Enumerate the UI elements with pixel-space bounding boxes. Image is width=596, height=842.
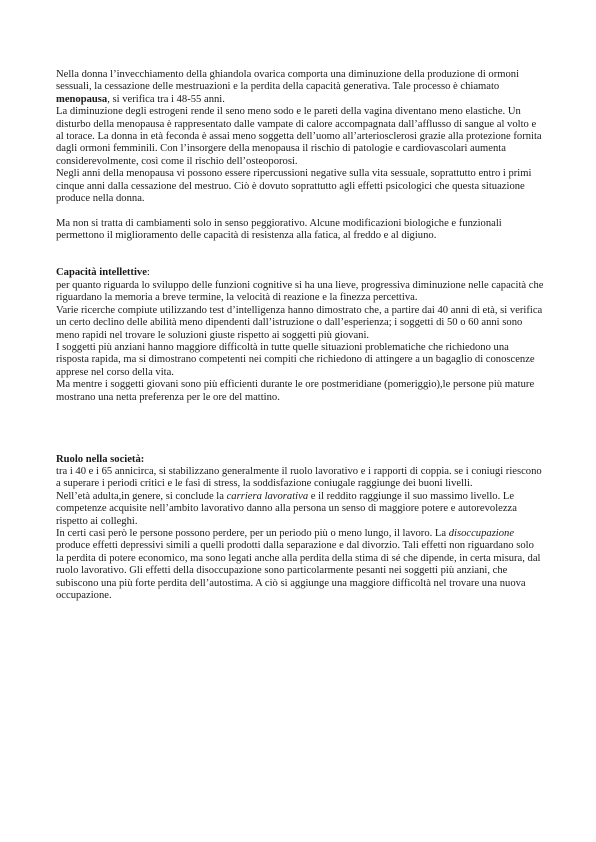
- society-heading: Ruolo nella società:: [56, 453, 145, 465]
- unemployment-paragraph: [56, 528, 544, 602]
- career-text-a: Nell’età adulta,in genere, si conclude la: [56, 490, 227, 502]
- spacer: [56, 404, 544, 454]
- menopause-term: menopausa: [56, 93, 108, 105]
- menopause-text-b: , si verifica tra i 48-55 anni.: [107, 93, 225, 105]
- older-subjects-paragraph: I soggetti più anziani hanno maggiore difficoltà in tutte quelle situazioni problematiche che richiedono una risposta rapida, ma si dimostrano competenti nei compiti che richiedono di attingere a un bagaglio di conoscenze apprese nel corso della vita.: [56, 341, 535, 378]
- unemployment-text-b: produce effetti depressivi simili a quelli prodotti dalla separazione e dal divorzio. Tali effetti non riguardano solo la perdita di potere economico, ma sono legati anche alla perdita della stima di sé che dipende, in certa misura, dal ruolo lavorativo. Gli effetti della disoccupazione sono particolarmente pesanti nei soggetti più anziani, che subiscono una più forte perdita dell’autostima. A ciò si aggiunge una maggiore difficoltà nel trovare una nuova occupazione.: [56, 540, 541, 601]
- spacer: [56, 243, 544, 268]
- estrogen-paragraph: La diminuzione degli estrogeni rende il seno meno sodo e le pareti della vagina diventano meno elastiche. Un disturbo della menopausa è rappresentato dalle vampate di calore accompagnata dall’afflusso di sangue al volto e al torace. La donna in età feconda è assai meno soggetta dell’uomo all’arteriosclerosi grazie alla protezione fornita dagli ormoni femminili. Con l’insorgere della menopausa il rischio di patologie e cardiovascolari aumenta considerevolmente, così come il rischio dell’osteoporosi.: [56, 106, 542, 167]
- intellectual-heading: Capacità intellettive: [56, 267, 147, 279]
- menopause-paragraph: [56, 69, 544, 106]
- career-text-b: e il reddito raggiunge il suo massimo livello. Le competenze acquisite nell’ambito lavorativo danno alla persona un senso di maggiore potere e autorevolezza rispetto ai colleghi.: [56, 490, 517, 527]
- society-section: [56, 454, 544, 466]
- spacer: [56, 205, 544, 217]
- improvements-paragraph: Ma non si tratta di cambiamenti solo in senso peggiorativo. Alcune modificazioni biologiche e funzionali permettono il miglioramento delle capacità di resistenza alla fatica, al freddo e al digiuno.: [56, 217, 502, 242]
- intellectual-section: [56, 267, 544, 279]
- heading-colon: :: [146, 267, 150, 279]
- work-couple-paragraph: tra i 40 e i 65 annicirca, si stabilizzano generalmente il ruolo lavorativo e i rapporti di coppia. se i coniugi riescono a superare i periodi critici e le fasi di stress, la soddisfazione coniugale raggiunge dei buoni livelli.: [56, 465, 542, 490]
- intelligence-test-paragraph: Varie ricerche compiute utilizzando test d’intelligenza hanno dimostrato che, a partire dai 40 anni di età, si verifica un certo declino delle abilità meno dipendenti dall’istruzione o dall’esperienza; i soggetti di 50 o 60 anni sono meno rapidi nel trovare le soluzioni giuste rispetto ai soggetti più giovani.: [56, 304, 543, 341]
- sexual-life-paragraph: Negli anni della menopausa vi possono essere ripercussioni negative sulla vita sessuale, soprattutto entro i primi cinque anni dalla cessazione del mestruo. Ciò è dovuto soprattutto agli effetti psicologici che questa situazione produce nella donna.: [56, 168, 532, 205]
- cognitive-paragraph: per quanto riguarda lo sviluppo delle funzioni cognitive si ha una lieve, progressiva diminuzione nelle capacità che riguardano la memoria a breve termine, la velocità di reazione e la finezza percettiva.: [56, 279, 544, 304]
- document-body: [56, 69, 544, 602]
- menopause-text-a: Nella donna l’invecchiamento della ghiandola ovarica comporta una diminuzione della produzione di ormoni sessuali, la cessazione delle mestruazioni e la perdita della capacità generativa. Tale processo è chiamato: [56, 69, 520, 93]
- time-preference-paragraph: Ma mentre i soggetti giovani sono più efficienti durante le ore postmeridiane (pomeriggio),le persone più mature mostrano una netta preferenza per le ore del mattino.: [56, 379, 535, 403]
- career-term: carriera lavorativa: [226, 490, 309, 502]
- unemployment-text-a: In certi casi però le persone possono perdere, per un periodo più o meno lungo, il lavoro. La: [56, 527, 449, 539]
- career-paragraph: [56, 491, 544, 528]
- unemployment-term: disoccupazione: [448, 527, 515, 539]
